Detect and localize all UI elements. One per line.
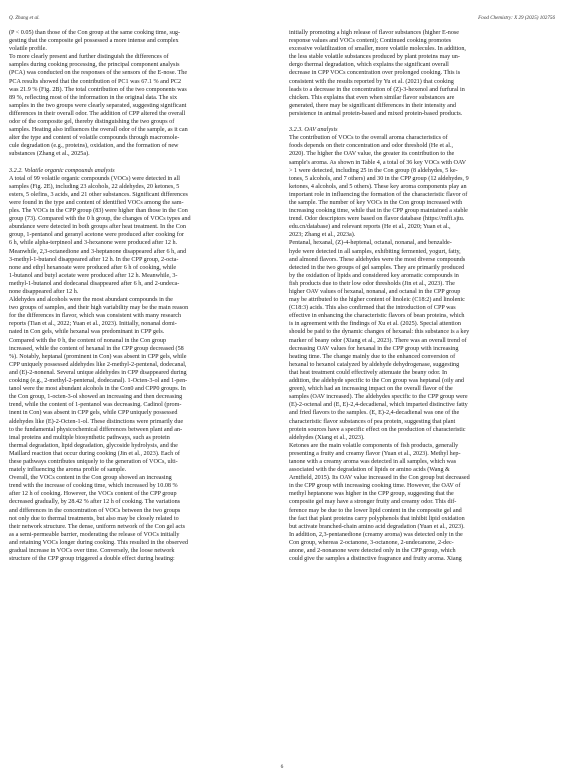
text-line: the fact that plant proteins carry polyphenols that inhibit lipid oxidation: [289, 515, 465, 522]
text-line: group (73). Compared with the 0 h group, the changes of VOCs types and: [9, 216, 191, 223]
text-line: protein sources have a specific effect on the production of characteristic: [289, 426, 466, 433]
text-line: Maillard reaction that occur during cooking (Jin et al., 2023). Each of: [9, 450, 180, 457]
text-line: sample's aroma. As shown in Table 4, a total of 36 key VOCs with OAV: [289, 159, 467, 166]
text-line: by the oxidation of lipids and considered key aromatic compounds in: [289, 272, 459, 279]
section-heading: 3.2.3. OAV analysis: [289, 127, 338, 134]
text-line: esters, 5 olefins, 3 acids, and 21 other substances. Significant differences: [9, 191, 188, 198]
left-column: [9, 29, 279, 563]
text-line: and (E)-2-nonenal. Several unique aldehydes in CPP disappeared during: [9, 369, 187, 376]
text-line: Compared with the 0 h, the content of nonanal in the Con group: [9, 337, 167, 344]
text-line: leads to a decrease in the concentration of (Z)-3-hexenol and furfural in: [289, 86, 465, 93]
section-heading: 3.2.2. Volatile organic compounds analysis: [9, 167, 115, 174]
text-line: Overall, the VOCs content in the Con group showed an increasing: [9, 475, 172, 482]
text-line: anone, and 2-nonanone were detected only in the CPP group, which: [289, 548, 456, 554]
text-line: and retaining VOCs longer during cooking. This resulted in the observed: [9, 539, 189, 546]
text-line: response values and VOCs content); Continued cooking promotes: [289, 38, 452, 45]
text-line: reports (Tian et al., 2022; Yuan et al., 2023). Initially, nonanal domi-: [9, 321, 177, 328]
text-line: 3-methyl-1-butanol disappeared after 12 h. In the CPP group, 2-octa-: [9, 256, 179, 263]
header-authors: Q. Zhang et al.: [9, 15, 40, 21]
text-line: decreasing OAV values for hexanal in the CPP group with increasing: [289, 345, 459, 352]
text-line: 89 %, reflecting most of the information in the original data. The six: [9, 94, 178, 101]
text-line: their network structure. The dense, uniform network of the Con gel acts: [9, 523, 186, 530]
text-line: addition, the aldehyde specific to the Con group was heptanal (oily and: [289, 378, 464, 385]
text-line: to the fundamental physicochemical differences between plant and an-: [9, 426, 183, 433]
text-line: Pentanal, hexanal, (Z)-4-heptenal, octanal, nonanal, and benzalde-: [289, 240, 452, 247]
text-line: Arntfield, 2015). Its OAV value increased in the Con group but decreased: [289, 475, 470, 482]
text-line: (P < 0.05) than those of the Con group at the same cooking time, sug-: [9, 30, 181, 36]
text-line: excessive volatilization of smaller, more volatile molecules. In addition,: [289, 46, 466, 53]
text-line: was 21.9 % (Fig. 2B). The total contribution of the two components was: [9, 86, 187, 93]
text-line: as a semi-permeable barrier, moderating the release of VOCs initially: [9, 531, 180, 538]
text-line: A total of 99 volatile organic compounds (VOCs) were detected in all: [9, 175, 180, 182]
text-line: To more clearly present and further distinguish the differences of: [9, 54, 169, 61]
text-line: odor of the composite gel, thereby distinguishing the two groups of: [9, 119, 175, 126]
running-header: [9, 15, 555, 21]
text-line: aldehydes (Xiang et al., 2023).: [289, 434, 365, 441]
text-line: associated with the degradation of lipids or amino acids (Wang &: [289, 467, 450, 474]
text-line: differences in their overall odor. The addition of CPP altered the overall: [9, 110, 186, 117]
text-line: characteristic flavor substances of pea protein, suggesting that plant: [289, 418, 456, 425]
text-line: abundance were detected in both groups after heat treatment. In the Con: [9, 224, 186, 231]
text-line: trend with the increase of cooking time, which increased by 10.08 %: [9, 483, 178, 490]
text-line: detected in the two groups of gel samples. They are primarily produced: [289, 264, 465, 271]
text-line: alter the type and content of volatile compounds through macromole-: [9, 135, 180, 142]
text-line: inent in Con) was absent in CPP gels, while CPP uniquely possessed: [9, 410, 178, 417]
text-line: foods depends on their concentration and odor threshold (He et al.,: [289, 143, 454, 150]
text-line: ketones, 4 alcohols, and 5 others). These key aroma components play an: [289, 183, 467, 190]
text-line: edu.cn/database) and relevant reports (He et al., 2020; Yuan et al.,: [289, 224, 451, 231]
text-line: that heat treatment could effectively attenuate the beany odor. In: [289, 369, 448, 376]
text-line: [289, 118, 559, 126]
text-line: cule degradation (e.g., proteins), oxidation, and the formation of new: [9, 143, 179, 150]
text-line: persistence in animal protein-based and mixed protein-based products.: [289, 110, 463, 117]
text-line: the sample. The number of key VOCs in the Con group increased with: [289, 199, 463, 206]
text-line: higher OAV values of hexanal, nonanal, and octanal in the CPP group: [289, 289, 461, 295]
text-line: structure of the CPP group triggered a double effect during heating:: [9, 556, 175, 563]
right-column: [289, 29, 559, 563]
text-line: increased, while the content of hexanal in the CPP group decreased (58: [9, 345, 184, 352]
text-line: green), which had an increasing impact on the overall flavor of the: [289, 386, 453, 393]
text-line: and fried flavors to the samples. (E, E)-2,4-decadienal was one of the: [289, 410, 460, 417]
text-line: and almond flavors. These aldehydes were the most diverse compounds: [289, 256, 466, 263]
text-line: CPP uniquely possessed aldehydes like 2-methyl-2-pentenal, dodecanal,: [9, 361, 187, 368]
header-journal: Food Chemistry: X 29 (2025) 102756: [478, 15, 555, 21]
text-line: and differences in the concentration of VOCs between the two groups: [9, 507, 181, 514]
text-line: (E)-2-octenal and (E, E)-2,4-decadienal, which imparted distinctive fatty: [289, 402, 468, 409]
text-line: for the differences in flavor, which was consistent with many research: [9, 313, 182, 320]
text-line: imal proteins and multiple biosynthetic pathways, such as protein: [9, 434, 170, 441]
text-line: tones, 5 alcohols, and 7 others) and 30 in the CPP group (12 aldehydes, 9: [289, 175, 469, 182]
text-line: Aldehydes and alcohols were the most abundant compounds in the: [9, 297, 173, 304]
page-number: 6: [280, 764, 284, 770]
text-line: fish products due to their low odor thresholds (Jin et al., 2023). The: [289, 280, 455, 287]
text-line: samples. Heating also influences the overall odor of the sample, as it can: [9, 127, 188, 134]
text-line: chicken. This explains that even when similar flavor substances are: [289, 94, 455, 101]
text-line: but activate branched-chain amino acid degradation (Yuan et al., 2023).: [289, 523, 465, 530]
text-line: marker of beany odor (Xiang et al., 2023). There was an overall trend of: [289, 337, 467, 344]
text-line: ples. The VOCs in the CPP group (83) were higher than those in the Con: [9, 208, 188, 215]
text-line: samples (OAV increased). The aldehydes specific to the CPP group were: [289, 394, 468, 401]
text-line: gesting that the composite gel possessed a more intense and complex: [9, 38, 179, 45]
text-line: two groups of samples, and their high variability may be the main reason: [9, 305, 189, 312]
text-line: aldehydes like (E)-2-Octen-1-ol. These distinctions were primarily due: [9, 418, 184, 425]
text-line: %). Notably, heptanal (prominent in Con) was absent in CPP gels, while: [9, 353, 187, 360]
text-line: In addition, 2,3-pentanedione (creamy aroma) was detected only in the: [289, 531, 463, 538]
text-line: 6 h, while alpha-terpineol and 3-hexanone were produced after 12 h.: [9, 240, 178, 247]
text-line: samples in the two groups were clearly separated, suggesting significant: [9, 102, 187, 109]
text-line: none and ethyl hexanoate were produced after 6 h of cooking, while: [9, 264, 177, 271]
text-line: the less stable volatile substances produced by plant proteins may un-: [289, 54, 460, 61]
text-line: thermal degradation, lipid degradation, glycoside hydrolysis, and the: [9, 442, 178, 449]
text-line: [9, 159, 279, 167]
text-line: samples during cooking processing, the principal component analysis: [9, 62, 180, 69]
text-line: could give the samples a distinctive fragrance and fruity aroma. Xiang: [289, 556, 462, 563]
text-line: hexanal to hexanol catalyzed by aldehyde dehydrogenase, suggesting: [289, 361, 460, 368]
text-line: these pathways contributes uniquely to the generation of VOCs, ulti-: [9, 458, 178, 465]
text-line: tanol were the most abundant alcohols in the Con0 and CPP0 groups. In: [9, 386, 186, 393]
text-line: (C18:3) acids. This also confirmed that the introduction of CPP was: [289, 305, 456, 312]
text-line: methyl-1-butanol and dodecanal disappeared after 6 h, and 2-undeca-: [9, 280, 180, 287]
text-line: 1-butanol and butyl acetate were produced after 12 h. Meanwhile, 3-: [9, 272, 178, 279]
text-line: decrease in CPP VOCs concentration over prolonged cooking. This is: [289, 70, 461, 77]
text-line: not only due to thermal treatments, but also may be closely related to: [9, 515, 179, 522]
text-line: volatile profile.: [9, 46, 47, 53]
text-line: substances (Zhang et al., 2025a).: [9, 151, 90, 158]
text-line: group, 1-pentanol and geranyl acetone were produced after cooking for: [9, 232, 184, 239]
text-line: may be attributed to the higher content of linoleic (C18:2) and linolenic: [289, 297, 465, 304]
text-line: > 1 were detected, including 25 in the Con group (8 aldehydes, 5 ke-: [289, 167, 458, 174]
text-line: Meanwhile, 2,3-octanedione and 3-heptanone disappeared after 6 h, and: [9, 248, 187, 255]
text-line: 2020). The higher the OAV value, the greater its contribution to the: [289, 151, 455, 158]
text-line: trend. Odor descriptors were based on flavor database (https://mffi.sjtu.: [289, 216, 465, 223]
text-line: ference may be due to the lower lipid content in the composite gel and: [289, 507, 462, 514]
text-line: Con group, whereas 2-octanone, 3-octanone, 2-undecanone, 2-dec-: [289, 539, 454, 546]
text-line: decreased gradually, by 28.42 % after 12 h of cooking. The variations: [9, 499, 181, 506]
text-line: PCA results showed that the contribution of PC1 was 67.1 % and PC2: [9, 78, 182, 85]
text-line: is in agreement with the findings of Xu et al. (2025). Special attention: [289, 321, 461, 328]
text-line: tanone with a creamy aroma was detected in all samples, which was: [289, 458, 457, 465]
text-line: were found in the type and content of identified VOCs among the sam-: [9, 199, 184, 206]
text-line: 2023; Zhang et al., 2023a).: [289, 232, 356, 239]
text-line: methyl heptanone was higher in the CPP group, suggesting that the: [289, 491, 454, 498]
text-line: the Con group, 1-octen-3-ol showed an increasing and then decreasing: [9, 394, 183, 401]
text-line: effective in enhancing the characteristic flavors of bean proteins, which: [289, 313, 465, 320]
text-line: consistent with the results reported by Yu et al. (2021) that cooking: [289, 78, 454, 85]
text-line: increasing cooking time, while that in the CPP group maintained a stable: [289, 208, 468, 215]
text-line: composite gel may have a stronger fruity and creamy odor. This dif-: [289, 499, 457, 506]
text-line: Ketones are the main volatile components of fish products, generally: [289, 442, 459, 449]
text-line: trend, while the content of 1-pentanol was decreasing. Cadinol (prom-: [9, 402, 182, 409]
text-line: should be paid to the dynamic changes of hexanal: this substance is a key: [289, 329, 470, 336]
text-line: cooking (e.g., 2-methyl-2-pentenal, dodecanal). 1-Octen-3-ol and 1-pen-: [9, 378, 188, 385]
text-line: nated in Con gels, while hexanal was predominant in CPP gels.: [9, 329, 165, 336]
text-line: dergo thermal degradation, which explains the significant overall: [289, 62, 449, 69]
text-line: heating time. The change mainly due to the enhanced conversion of: [289, 353, 456, 360]
text-line: gradual increase in VOCs over time. Conversely, the loose network: [9, 548, 175, 554]
text-line: (PCA) was conducted on the responses of the sensors of the E-nose. The: [9, 70, 188, 77]
text-line: hyde were detected in all samples, exhibiting fermented, yogurt, fatty,: [289, 248, 461, 255]
text-line: initially promoting a high release of flavor substances (higher E-nose: [289, 30, 460, 36]
text-line: in the CPP group with increasing cooking time. However, the OAV of: [289, 483, 461, 490]
text-line: important role in influencing the formation of the characteristic flavor of: [289, 191, 468, 198]
text-line: The contribution of VOCs to the overall aroma characteristics of: [289, 135, 448, 142]
text-line: presenting a fruity and creamy flavor (Yuan et al., 2023). Methyl hep-: [289, 450, 461, 457]
text-line: after 12 h of cooking. However, the VOCs content of the CPP group: [9, 491, 177, 498]
text-line: generated, there may be significant differences in their intensity and: [289, 102, 456, 109]
text-line: samples (Fig. 2E), including 23 alcohols, 22 aldehydes, 20 ketones, 5: [9, 183, 180, 190]
text-line: mately influencing the aroma profile of sample.: [9, 467, 127, 474]
text-line: none disappeared after 12 h.: [9, 289, 79, 295]
